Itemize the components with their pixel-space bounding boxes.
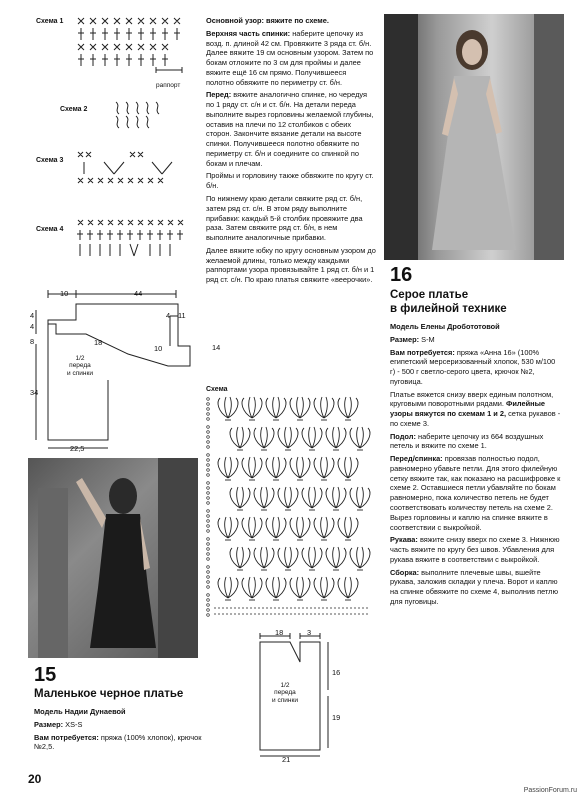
model-16-info: Модель Елены Дробототовой Размер: S-M Вам потребуется: пряжа «Анна 16» (100% египетский мерсеризованный хлопок, 530 м/100 г) - 500 г светло-серого цвета, крючок №2, пуговица. Платье вяжется снизу вверх единым полотном, круговыми поворотными рядами. Филейные узоры вяжутся по схемам 1 и 2, сетка рукавов - по схеме 3. Подол: наберите цепочку из 664 воздушных петель и вяжите по схеме 1. Перед/спинка: провязав полностью подол, равномерно убавьте петли. Для этого филейную сетку вяжите так, как показано на расшифровке к схеме 2. Оставшиеся петли убавляйте по бокам равномерно, пока количество петель не будет соответствовать количеству петель на схеме 2. Вырез горловины и каплю на спинке вяжите в соответствии с выкройкой. Рукава: вяжите снизу вверх по схеме 3. Нижнюю часть вяжите по кругу без швов. Убавления для рукава вяжите в соответствии с выкройкой. Сборка: выполните плечевые швы, вшейте рукава, заложив складки у плеча. Ворот и каплю на спинке обвяжите по схеме 4, выполнив петлю для пуговицы. <box>390 322 561 606</box>
main-scheme-label: Схема <box>206 386 228 393</box>
scheme-2-diagram <box>112 98 166 132</box>
model-15-info: Модель Надии Дунаевой Размер: XS-S Вам потребуется: пряжа (100% хлопок), крючок №2,5. <box>34 707 202 752</box>
scheme-1-label: Схема 1 <box>36 18 64 25</box>
model-15-number: 15 <box>34 664 57 686</box>
model-15-materials: пряжа (100% хлопок), крючок №2,5. <box>34 732 202 752</box>
page-number: 20 <box>28 772 42 786</box>
meas-p1-4a: 4 <box>30 311 35 320</box>
scheme-3-label: Схема 3 <box>36 157 64 164</box>
lower-text-2: Далее вяжите юбку по кругу основным узором до желаемой длины, только между каждыми раппортами узора провязывайте 1 ряд ст. б/н и 1 ряд ст. с/н. По краю платья свяжите «веерочки». <box>206 245 376 285</box>
lower-text-1: По нижнему краю детали свяжите ряд ст. б/н, затем ряд ст. с/н. В этом ряду выполните прибавки: каждый 5-й столбик провяжите два раза. Затем свяжите ряд ст. б/н, в нем выполните аналогичные прибавки. <box>206 194 363 243</box>
meas-p2-19: 19 <box>332 713 341 722</box>
scheme-4-label: Схема 4 <box>36 226 64 233</box>
sleeve-text: вяжите снизу вверх по схеме 3. Нижнюю часть вяжите по кругу без швов. Убавления для рукава вяжите в соответствии с выкройкой. <box>390 535 560 564</box>
meas-p1-11: 11 <box>178 311 186 320</box>
meas-p2-16: 16 <box>332 668 341 677</box>
meas-p1-14: 14 <box>212 343 221 352</box>
model-16-size: S-M <box>421 334 435 344</box>
model-15-author: Модель Надии Дунаевой <box>34 707 126 716</box>
rapport-label: раппорт <box>156 82 181 89</box>
meas-p1-44: 44 <box>134 289 143 298</box>
pattern-heading: Основной узор: вяжите по схеме. <box>206 16 329 25</box>
meas-p1-10b: 10 <box>154 344 163 353</box>
scheme-2-label: Схема 2 <box>60 106 88 113</box>
pattern-1-part-label: 1/2 переда и спинки <box>67 355 93 377</box>
model-16-author: Модель Елены Дробототовой <box>390 322 500 331</box>
armhole-text: Проймы и горловину также обвяжите по кругу ст. б/н. <box>206 171 374 191</box>
grey-dress-illustration <box>384 14 564 260</box>
photo-black-dress <box>28 458 198 658</box>
front-text: вяжите аналогично спинке, но чередуя по 1 ряду ст. с/н и ст. б/н. На детали переда выполните вырез горловины желаемой глубины, оставив на плечи по 12 столбиков с обеих сторон. Закончите вязание детали на высоте спинки. Получившееся полотно обвяжите по периметру ст. б/н и соедините со спинкой по бокам и плечам. <box>206 90 374 168</box>
dress-illustration <box>28 458 198 658</box>
pattern-instructions: Основной узор: вяжите по схеме. Верхняя часть спинки: наберите цепочку из возд. п. длиной 42 см. Провяжите 3 ряда ст. б/н. Далее вяжите 19 см основным узором. Затем по бокам отложите по 3 см для проймы и далее вяжите ещё 16 см прямо. Получившееся полотно обвяжите по периметру ст. б/н. Перед: вяжите аналогично спинке, но чередуя по 1 ряду ст. с/н и ст. б/н. На детали переда выполните вырез горловины желаемой глубины, оставив на плечи по 12 столбиков с обеих сторон. Закончите вязание детали на высоте спинки. Получившееся полотно обвяжите по периметру ст. б/н и соедините со спинкой по бокам и плечам. Проймы и горловину также обвяжите по кругу ст. б/н. По нижнему краю детали свяжите ряд ст. б/н, затем ряд ст. с/н. В этом ряду выполните прибавки: каждый 5-й столбик провяжите два раза. Затем свяжите ряд ст. б/н, в нем выполните аналогичные прибавки. Далее вяжите юбку по кругу основным узором до желаемой длины, только между каждыми раппортами узора провязывайте 1 ряд ст. б/н и 1 ряд ст. с/н. По краю платья свяжите «веерочки». <box>206 16 376 285</box>
back-text: наберите цепочку из возд. п. длиной 42 см. Провяжите 3 ряда ст. б/н. Далее вяжите 19 см основным узором. Затем по бокам отложите по 3 см для проймы и далее вяжите ещё 16 см прямо. Получившееся полотно обвяжите по периметру ст. б/н. <box>206 28 374 87</box>
meas-p1-225: 22,5 <box>70 444 85 453</box>
meas-p1-4c: 4 <box>166 311 171 320</box>
pattern-2-part-label: 1/2 переда и спинки <box>272 682 298 704</box>
hem-text: наберите цепочку из 664 воздушных петель и вяжите по схеме 1. <box>390 431 544 451</box>
meas-p1-10: 10 <box>60 289 69 298</box>
model-15-title: Маленькое черное платье <box>34 688 184 700</box>
photo-grey-dress <box>384 14 564 260</box>
pattern-1-diagram <box>28 284 221 456</box>
meas-p2-18: 18 <box>275 628 284 637</box>
main-scheme-diagram <box>206 396 378 622</box>
assembly-text: выполните плечевые швы, вшейте рукава, заложив складки у плеча. Ворот и каплю на спинке обвяжите по схеме 4, выполнив петлю для пуговицы. <box>390 567 559 606</box>
front-back-text: провязав полностью подол, равномерно убавьте петли. Для этого филейную сетку вяжите так, как показано на расшифровке к схеме 2. Оставшиеся петли убавляйте по бокам равномерно, пока количество петель не будет соответствовать количеству петель на схеме 2. Вырез горловины и каплю на спинке вяжите в соответствии с выкройкой. <box>390 454 561 532</box>
meas-p2-3: 3 <box>307 628 312 637</box>
scheme-4-diagram <box>74 216 198 264</box>
model-16-number: 16 <box>390 264 413 286</box>
model-16-intro: Платье вяжется снизу вверх единым полотном, круговыми поворотными рядами. Филейные узоры вяжутся по схемам 1 и 2, сетка рукавов - по схеме 3. <box>390 389 561 428</box>
meas-p2-21: 21 <box>282 755 291 764</box>
model-16-materials: пряжа «Анна 16» (100% египетский мерсеризованный хлопок, 530 м/100 г) - 500 г светло-серого цвета, крючок №2, пуговица. <box>390 347 556 386</box>
meas-p1-18: 18 <box>94 338 103 347</box>
meas-p1-8: 8 <box>30 337 35 346</box>
scheme-1-diagram <box>74 12 196 80</box>
model-16-title: Серое платье в филейной технике <box>390 289 507 316</box>
scheme-3-diagram <box>74 148 178 192</box>
watermark: PassionForum.ru <box>523 787 577 794</box>
model-15-size: XS-S <box>65 719 83 729</box>
meas-p1-4b: 4 <box>30 322 35 331</box>
meas-p1-34: 34 <box>30 388 39 397</box>
